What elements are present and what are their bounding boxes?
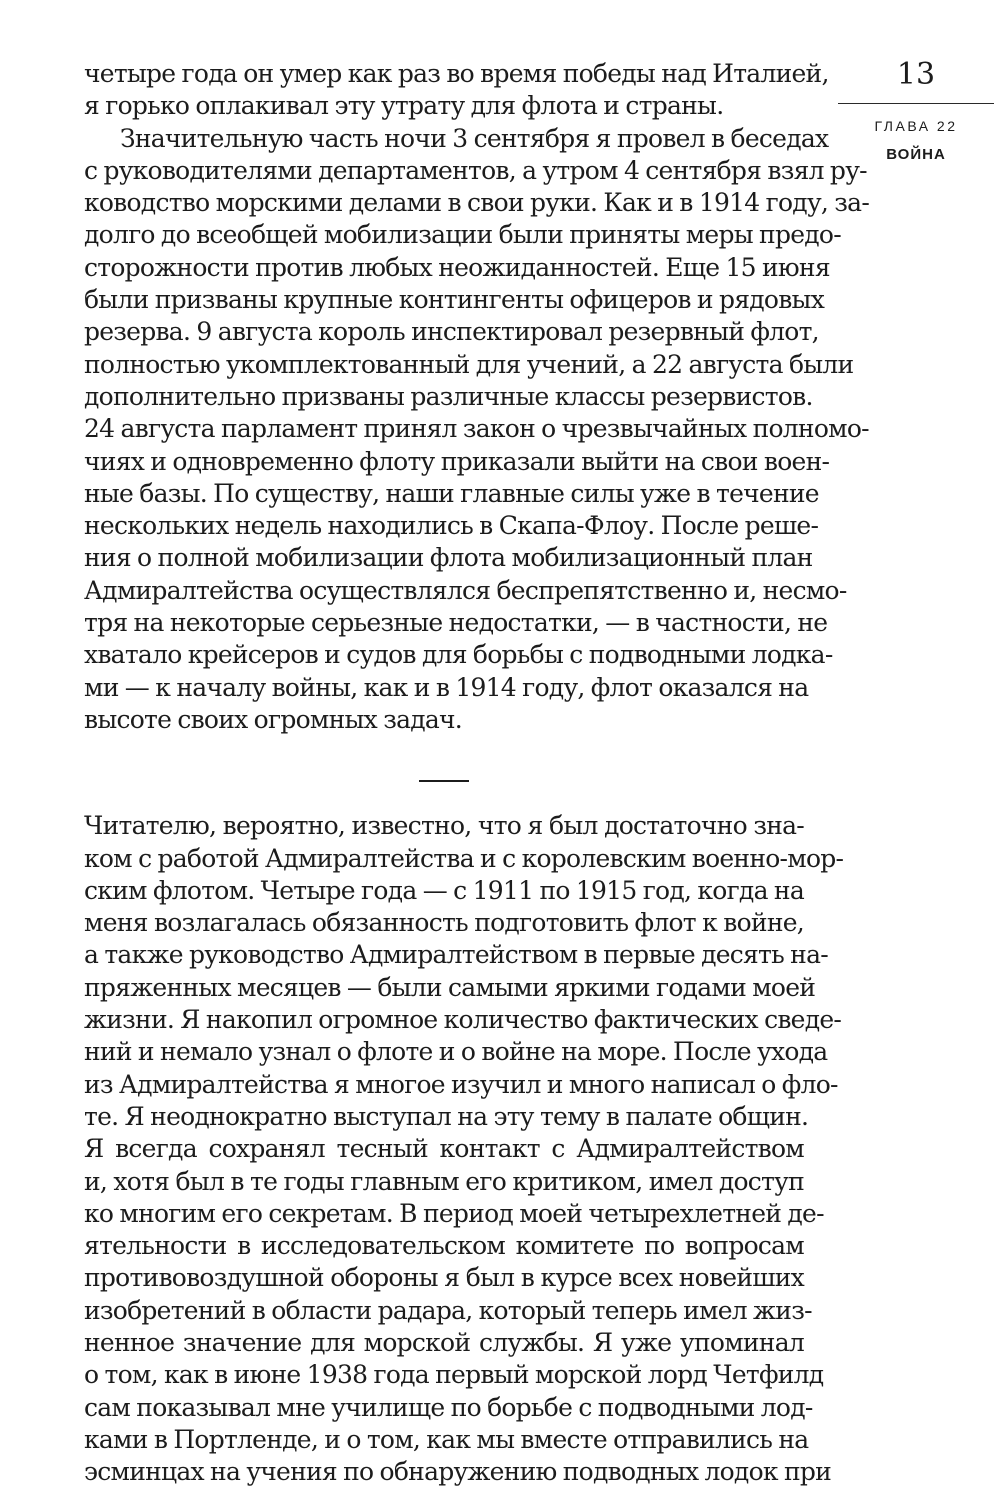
text-line: ми — к началу войны, как и в 1914 году, флот оказался на: [84, 672, 809, 702]
text-line: а также руководство Адмиралтейством в первые десять на-: [84, 940, 828, 970]
text-line: эсминцах на учения по обнаружению подводных лодок при: [84, 1457, 832, 1487]
text-line: Значительную часть ночи 3 сентября я провел в беседах: [120, 123, 829, 153]
paragraph: [84, 810, 844, 1488]
text-line: из Адмиралтейства я многое изучил и много написал о фло-: [84, 1069, 838, 1099]
text-line: меня возлагалась обязанность подготовить флот к войне,: [84, 908, 804, 938]
text-line: ками в Портленде, и о том, как мы вместе отправились на: [84, 1424, 809, 1454]
header-rule: [838, 103, 994, 104]
text-line: резерва. 9 августа король инспектировал резервный флот,: [84, 317, 819, 347]
text-line: и, хотя был в те годы главным его критиком, имел доступ: [84, 1166, 804, 1196]
text-line: были призваны крупные контингенты офицеров и рядовых: [84, 285, 825, 315]
text-line: сторожности против любых неожиданностей. Еще 15 июня: [84, 252, 830, 282]
chapter-title: ВОЙНА: [886, 146, 946, 163]
text-line: нескольких недель находились в Скапа-Флоу. После реше-: [84, 511, 819, 541]
text-line: сам показывал мне училище по борьбе с подводными лод-: [84, 1392, 813, 1422]
text-line: ятельности в исследовательском комитете по вопросам: [84, 1231, 804, 1261]
paragraph-continued: [84, 58, 829, 123]
text-line: жизни. Я накопил огромное количество фактических сведе-: [84, 1005, 842, 1035]
text-line: ко многим его секретам. В период моей четырехлетней де-: [84, 1198, 824, 1228]
paragraph: [84, 123, 870, 737]
text-line: пряженных месяцев — были самыми яркими годами моей: [84, 972, 816, 1002]
text-line: противовоздушной обороны я был в курсе всех новейших: [84, 1263, 804, 1293]
text-line: Читателю, вероятно, известно, что я был достаточно зна-: [84, 811, 804, 841]
text-line: полностью укомплектованный для учений, а 22 августа были: [84, 349, 854, 379]
text-line: ные базы. По существу, наши главные силы уже в течение: [84, 478, 819, 508]
body-text: [84, 58, 870, 1488]
text-line: хватало крейсеров и судов для борьбы с подводными лодка-: [84, 640, 833, 670]
text-line: долго до всеобщей мобилизации были приняты меры предо-: [84, 220, 841, 250]
text-line: четыре года он умер как раз во время победы над Италией,: [84, 59, 829, 88]
text-line: Я всегда сохранял тесный контакт с Адмиралтейством: [84, 1134, 804, 1164]
text-line: о том, как в июне 1938 года первый морской лорд Четфилд: [84, 1360, 824, 1390]
text-line: с руководителями департаментов, а утром 4 сентября взял ру-: [84, 155, 867, 185]
text-line: ским флотом. Четыре года — с 1911 по 1915 год, когда на: [84, 875, 804, 905]
text-line: я горько оплакивал эту утрату для флота и страны.: [84, 91, 724, 121]
text-line: ния о полной мобилизации флота мобилизационный план: [84, 543, 813, 573]
chapter-label: ГЛАВА 22: [874, 118, 958, 134]
text-line: ненное значение для морской службы. Я уже упоминал: [84, 1327, 804, 1357]
text-line: чиях и одновременно флоту приказали выйти на свои воен-: [84, 446, 830, 476]
text-line: высоте своих огромных задач.: [84, 704, 463, 734]
text-line: 24 августа парламент принял закон о чрезвычайных полномо-: [84, 414, 869, 444]
text-line: Адмиралтейства осуществлялся беспрепятственно и, несмо-: [84, 575, 847, 605]
text-line: ководство морскими делами в свои руки. Как и в 1914 году, за-: [84, 188, 870, 218]
text-line: изобретений в области радара, который теперь имел жиз-: [84, 1295, 812, 1325]
text-line: ний и немало узнал о флоте и о войне на море. После ухода: [84, 1037, 828, 1067]
text-line: те. Я неоднократно выступал на эту тему в палате общин.: [84, 1101, 809, 1131]
page-number: 13: [896, 57, 936, 92]
text-line: ком с работой Адмиралтейства и с королевским военно-мор-: [84, 843, 844, 873]
text-line: тря на некоторые серьезные недостатки, — в частности, не: [84, 608, 828, 638]
text-line: дополнительно призваны различные классы резервистов.: [84, 381, 813, 411]
